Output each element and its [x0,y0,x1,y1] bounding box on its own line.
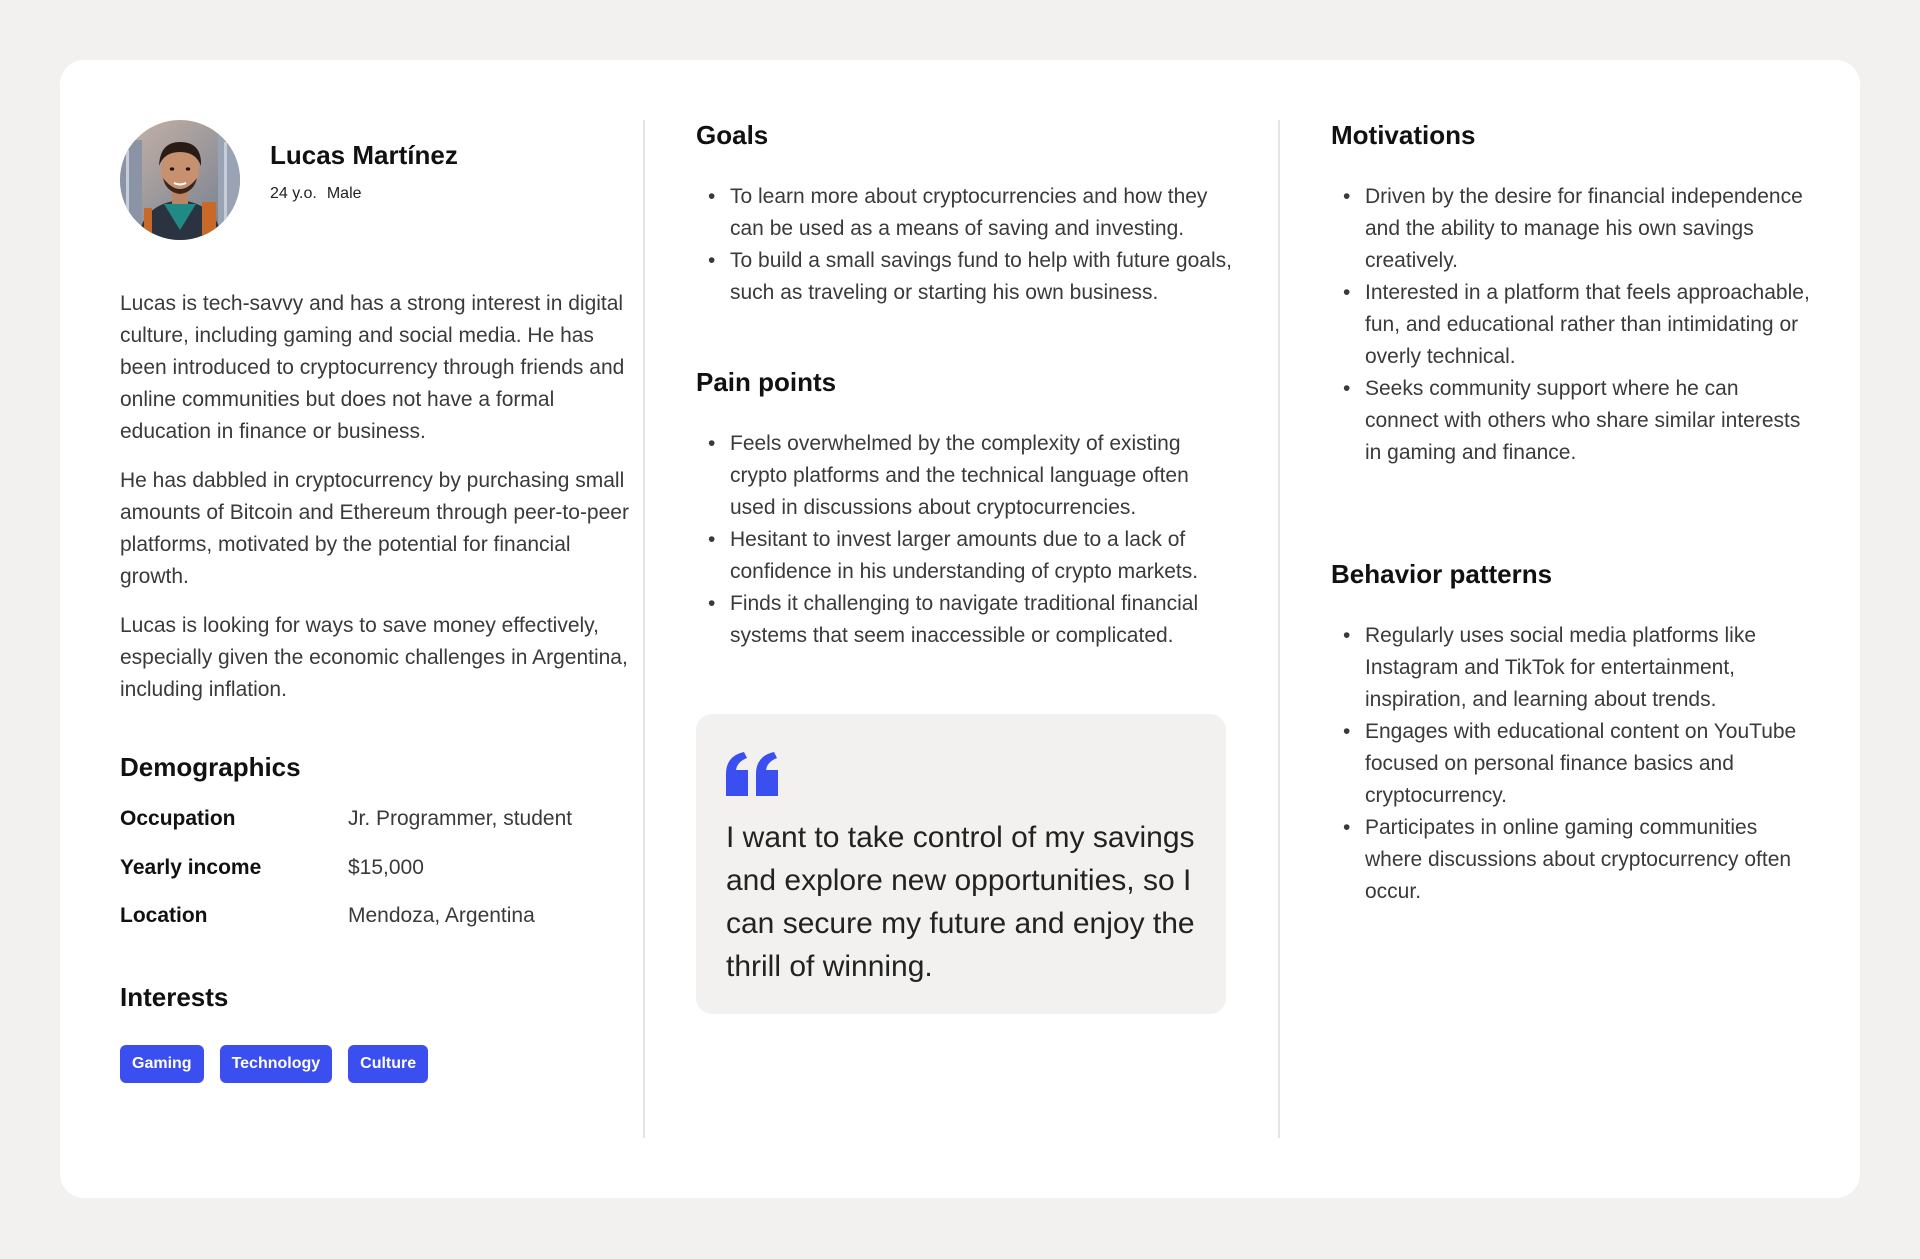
profile-text [270,140,458,203]
pain-points-title: Pain points [696,367,837,397]
column-divider [1278,120,1280,1138]
motivations-column [1331,120,1811,908]
demographics-label: Occupation [120,807,236,830]
goal-item: • To build a small savings fund to help with future goals, such as traveling or starting his own business. [696,245,1236,309]
demographics-table [120,807,640,953]
quote-icon [726,752,780,796]
persona-card [60,60,1860,1198]
motivation-item: • Interested in a platform that feels approachable, fun, and educational rather than intimidating or overly technical. [1331,277,1811,373]
persona-meta [270,185,458,203]
demographics-value: Jr. Programmer, student [348,807,573,830]
pain-points-list [696,428,1236,652]
interest-tag-gaming: Gaming [120,1045,204,1083]
behavior-pattern-item: • Engages with educational content on YouTube focused on personal finance basics and cryptocurrency. [1331,716,1811,812]
quote-text: I want to take control of my savings and explore new opportunities, so I can secure my future and enjoy the thrill of winning. [726,821,1195,983]
demographics-row [120,807,640,856]
demographics-value: Mendoza, Argentina [348,904,535,927]
interests-section [120,982,640,1083]
interest-tags [120,1045,640,1083]
interest-tag-technology: Technology [220,1045,333,1083]
goals-title: Goals [696,120,769,150]
persona-name: Lucas Martínez [270,139,458,170]
quote-box [696,714,1226,1014]
column-divider [643,120,645,1138]
behavior-patterns-title: Behavior patterns [1331,559,1553,589]
motivation-item: • Driven by the desire for financial independence and the ability to manage his own savings creatively. [1331,181,1811,277]
demographics-title: Demographics [120,752,301,782]
bio [120,288,640,706]
bio-paragraph: Lucas is tech-savvy and has a strong interest in digital culture, including gaming and social media. He has been introduced to cryptocurrency through friends and online communities but does not have a formal education in finance or business. [120,292,625,443]
bio-paragraph: He has dabbled in cryptocurrency by purchasing small amounts of Bitcoin and Ethereum through peer-to-peer platforms, motivated by the potential for financial growth. [120,469,629,588]
motivation-item: • Seeks community support where he can connect with others who share similar interests in gaming and finance. [1331,373,1811,469]
persona-age: 24 y.o. [270,184,317,202]
profile-header [120,120,640,240]
profile-column [120,120,640,1083]
bio-paragraph: Lucas is looking for ways to save money effectively, especially given the economic challenges in Argentina, including inflation. [120,614,628,701]
motivations-title: Motivations [1331,120,1476,150]
behavior-pattern-item: • Regularly uses social media platforms like Instagram and TikTok for entertainment, inspiration, and learning about trends. [1331,620,1811,716]
interests-title: Interests [120,981,229,1012]
goal-item: • To learn more about cryptocurrencies and how they can be used as a means of saving and investing. [696,181,1236,245]
demographics-section [120,752,640,953]
motivations-list [1331,181,1811,469]
behavior-patterns-list [1331,620,1811,908]
demographics-row [120,904,640,953]
avatar [120,120,240,240]
behavior-pattern-item: • Participates in online gaming communities where discussions about cryptocurrency often occur. [1331,812,1811,908]
interest-tag-culture: Culture [348,1045,428,1083]
demographics-row [120,856,640,905]
goals-column [696,120,1236,1014]
demographics-label: Yearly income [120,855,262,879]
demographics-label: Location [120,904,208,927]
pain-point-item: • Hesitant to invest larger amounts due to a lack of confidence in his understanding of crypto markets. [696,524,1236,588]
persona-gender: Male [326,184,362,202]
goals-list [696,181,1236,309]
pain-point-item: • Feels overwhelmed by the complexity of existing crypto platforms and the technical language often used in discussions about cryptocurrencies. [696,428,1236,524]
pain-point-item: • Finds it challenging to navigate traditional financial systems that seem inaccessible or complicated. [696,588,1236,652]
demographics-value: $15,000 [348,855,424,879]
